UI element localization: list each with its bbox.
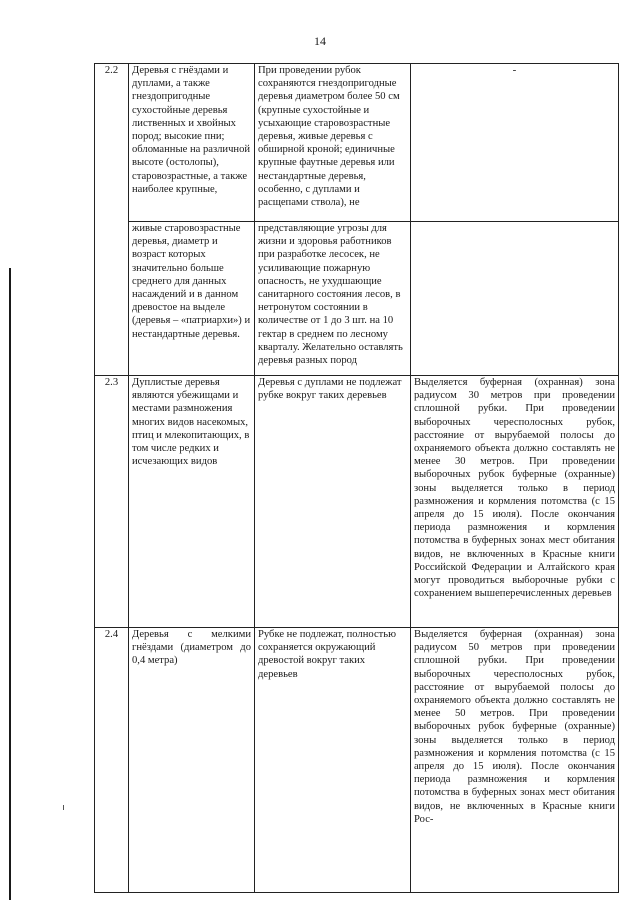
- requirement-2-3: Деревья с дуплами не подлежат рубке вокруг таких деревьев: [255, 376, 411, 628]
- object-description-2-3: Дуплистые деревья являются убежищами и местами размножения многих видов насекомых, птиц и млекопитающих, в том числе редких и исчезающих видов: [129, 376, 255, 628]
- page-number: 14: [314, 34, 326, 48]
- empty-dash: -: [512, 64, 517, 76]
- margin-mark: [63, 805, 64, 810]
- requirement-2-4: Рубке не подлежат, полностью сохраняется окружающий древостой вокруг таких деревьев: [255, 628, 411, 893]
- protected-objects-table: [94, 63, 619, 893]
- object-description-2-2: Деревья с гнёздами и дуплами, а также гнездопригодные сухостойные деревья лиственных и хвойных пород; высокие пни; обломанные на различной высоте (остолопы), старовозрастные, а также наиболее крупные,: [129, 64, 255, 222]
- row-number-2-3: 2.3: [95, 376, 129, 628]
- buffer-zone-2-4: Выделяется буферная (охранная) зона радиусом 50 метров при проведении сплошной рубки. При проведении выборочных чересполосных рубок, расстояние от вырубаемой полосы до охраняемого объекта должно составлять не менее 50 метров. При проведении выборочных рубок буферные (охранные) зоны выделяется только в период размножения и кормления потомства (с 15 апреля до 15 июля). После окончания периода размножения и кормления потомства в буферных зонах мест обитания видов, не включенных в Красные книги Рос-: [411, 628, 619, 893]
- table-row-2-4: [95, 628, 619, 893]
- table-row-2-3: [95, 376, 619, 628]
- table-row-2-2-continued: [95, 222, 619, 376]
- requirement-2-2: При проведении рубок сохраняются гнездопригодные деревья диаметром более 50 см (крупные сухостойные и усыхающие старовозрастные деревья, живые деревья с обширной кроной; единичные крупные фаутные деревья или нестандартные деревья, особенно, с дуплами и расщепами ствола), не: [255, 64, 411, 222]
- object-description-2-4: Деревья с мелкими гнёздами (диаметром до 0,4 метра): [129, 628, 255, 893]
- buffer-zone-2-3: Выделяется буферная (охранная) зона радиусом 30 метров при проведении сплошной рубки. При проведении выборочных чересполосных рубок, расстояние от вырубаемой полосы до охраняемого объекта должно составлять не менее 30 метров. При проведении выборочных рубок буферные (охранные) зоны выделяется только в период размножения и кормления потомства (с 15 апреля до 15 июля). После окончания периода размножения и кормления потомства в буферных зонах мест обитания видов, не включенных в Красные книги Российской Федерации и Алтайского края могут проводиться выборочные рубки с сохранением вышеперечисленных деревьев: [411, 376, 619, 628]
- table-row-2-2: [95, 64, 619, 222]
- requirement-2-2-continued: представляющие угрозы для жизни и здоровья работников при разработке лесосек, не усиливающие пожарную опасность, не ухудшающие санитарного состояния лесов, в нетронутом состоянии в количестве от 1 до 3 шт. на 10 гектар в среднем по лесному кварталу. Желательно оставлять деревья разных пород: [255, 222, 411, 376]
- buffer-zone-2-2: [411, 64, 619, 222]
- row-number-2-4: 2.4: [95, 628, 129, 893]
- binding-edge-line: [9, 268, 11, 900]
- row-number-2-2: 2.2: [95, 64, 129, 376]
- object-description-2-2-continued: живые старовозрастные деревья, диаметр и возраст которых значительно больше среднего для данных насаждений и в данном древостое на выделе (деревья – «патриархи») и нестандартные деревья.: [129, 222, 255, 376]
- buffer-zone-2-2-continued: [411, 222, 619, 376]
